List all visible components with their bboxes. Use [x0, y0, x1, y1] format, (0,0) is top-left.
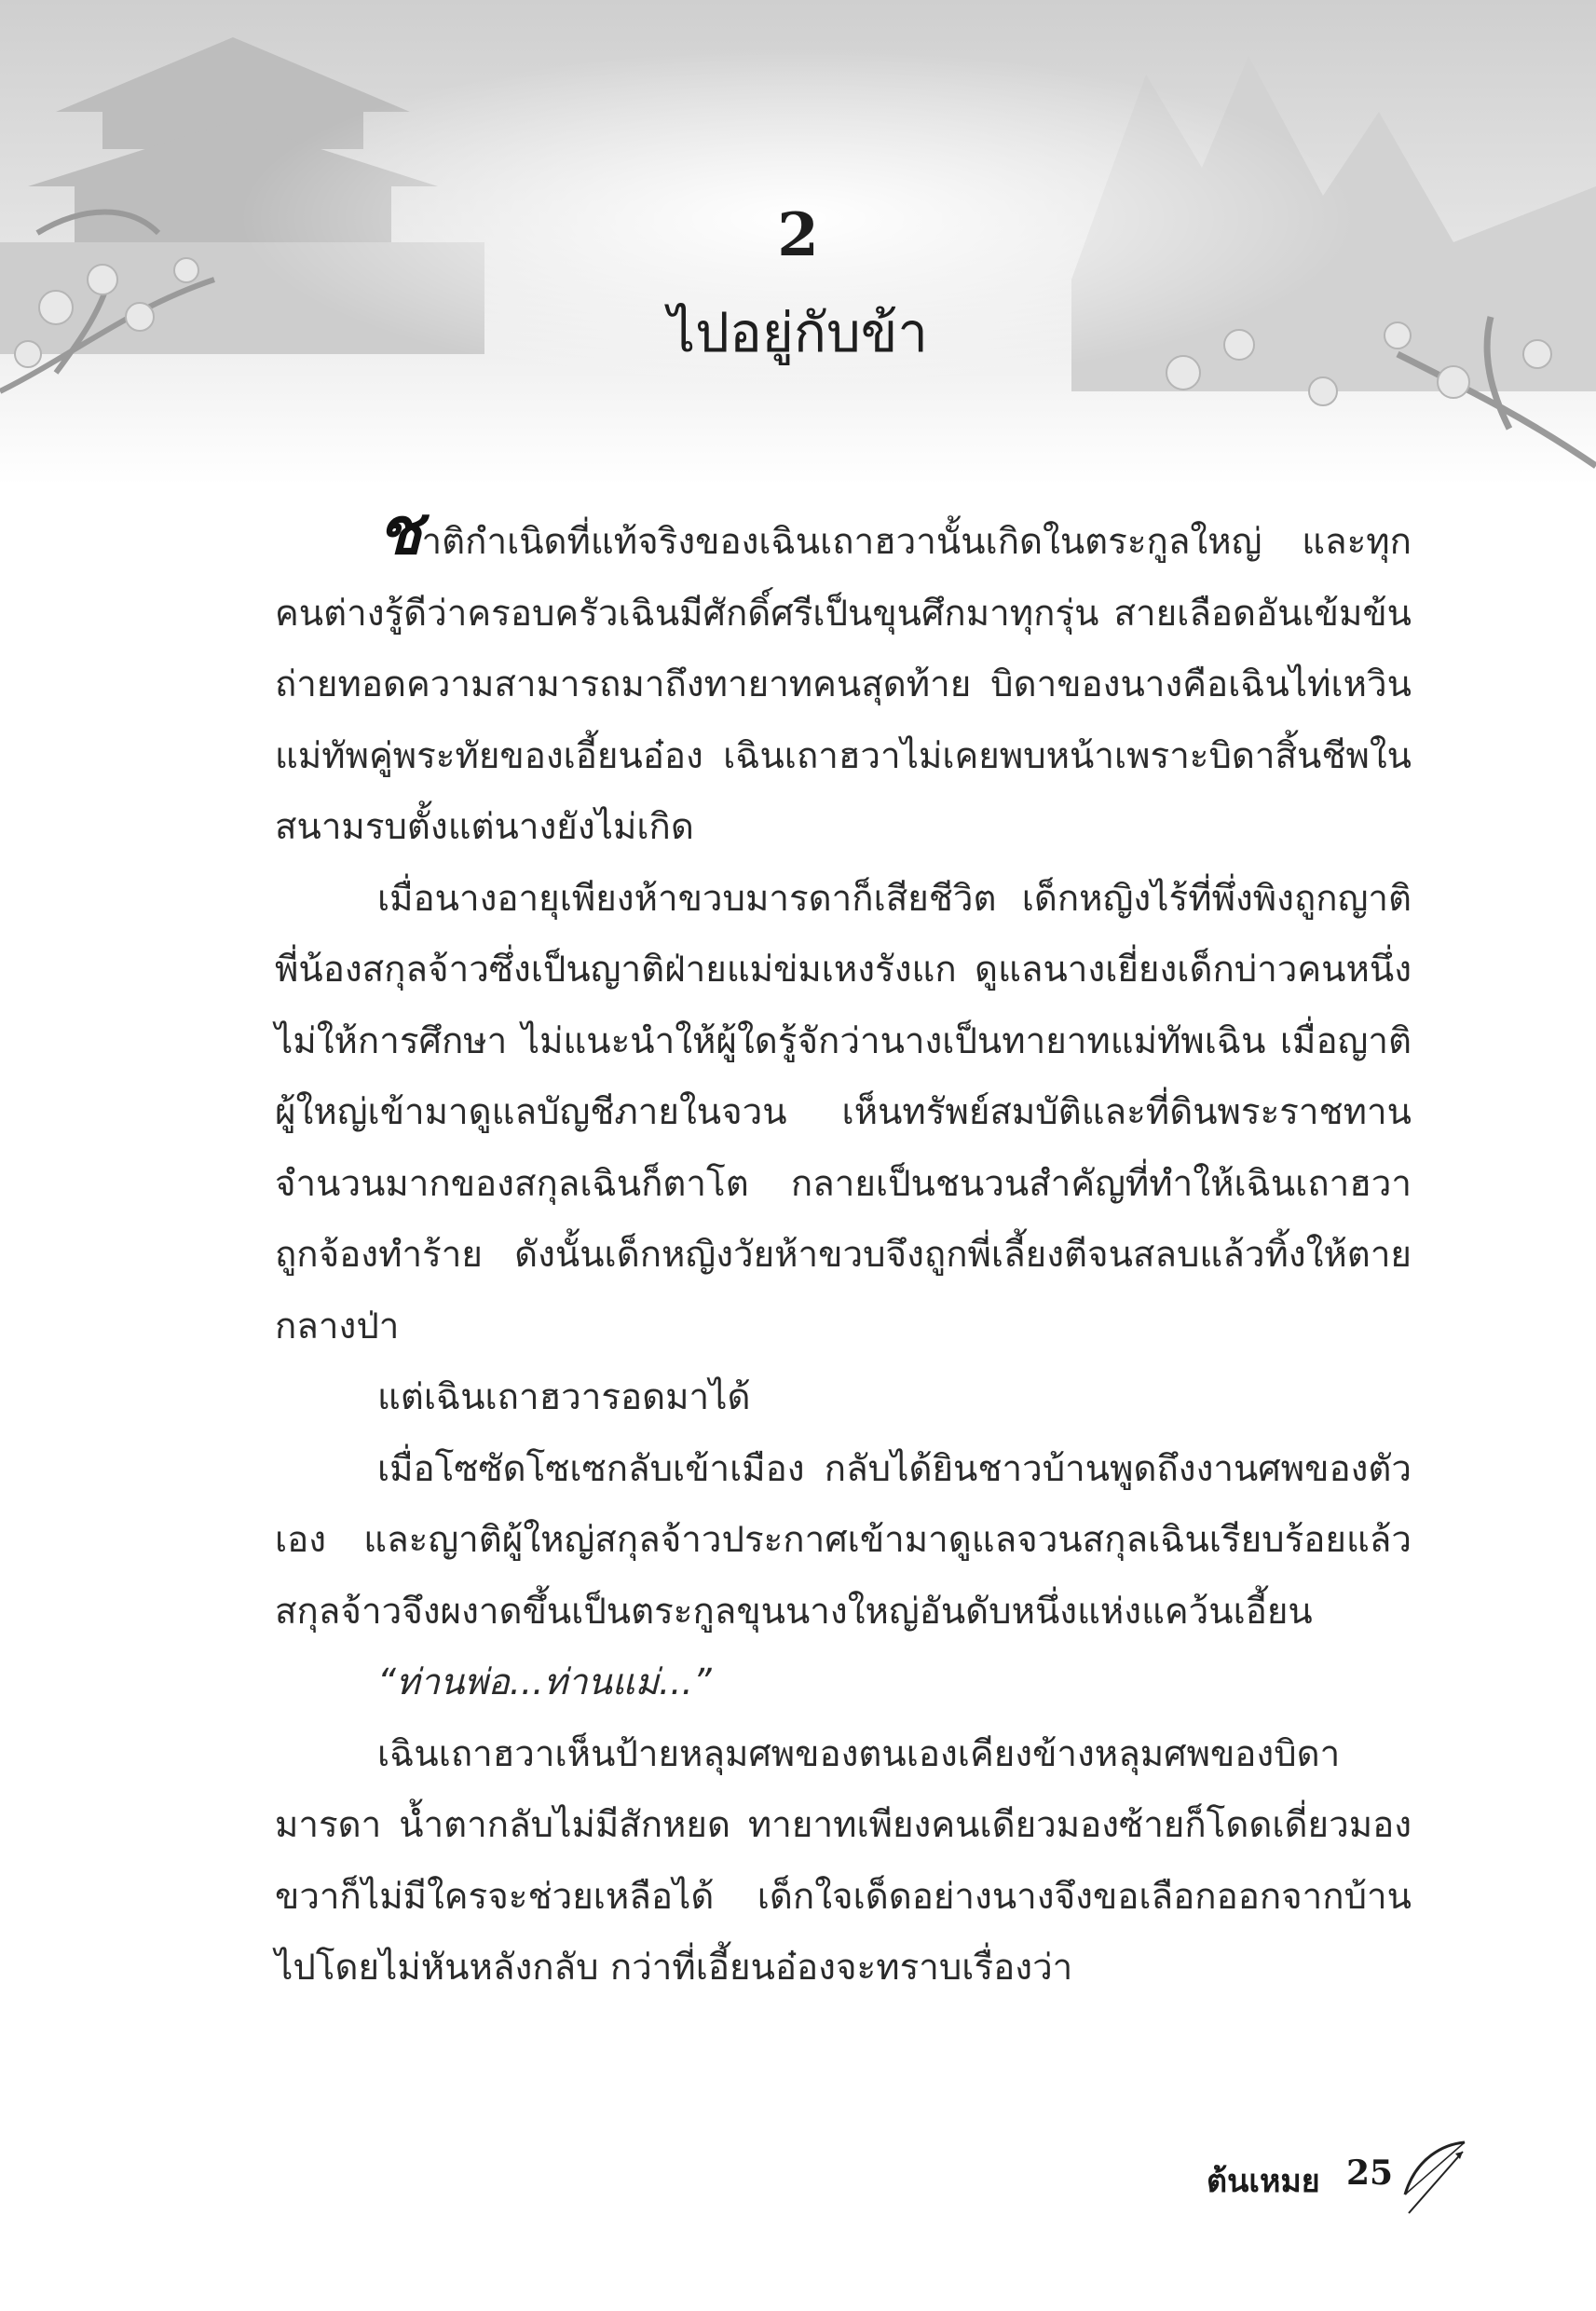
- chapter-body: [275, 492, 1412, 2004]
- bow-arrow-icon: [1398, 2139, 1472, 2217]
- paragraph: เมื่อนางอายุเพียงห้าขวบมารดาก็เสียชีวิต เด็กหญิงไร้ที่พึ่งพิงถูกญาติพี่น้องสกุลจ้าวซึ่งเป็นญาติฝ่ายแม่ข่มเหงรังแก ดูแลนางเยี่ยงเด็กบ่าวคนหนึ่ง ไม่ให้การศึกษา ไม่แนะนำให้ผู้ใดรู้จักว่านางเป็นทายาทแม่ทัพเฉิน เมื่อญาติผู้ใหญ่เข้ามาดูแลบัญชีภายในจวน เห็นทรัพย์สมบัติและที่ดินพระราชทานจำนวนมากของสกุลเฉินก็ตาโต กลายเป็นชนวนสำคัญที่ทำให้เฉินเถาฮวาถูกจ้องทำร้าย ดังนั้นเด็กหญิงวัยห้าขวบจึงถูกพี่เลี้ยงตีจนสลบแล้วทิ้งให้ตายกลางป่า: [275, 877, 1412, 1347]
- paragraph: [275, 492, 1412, 864]
- book-title: ต้นเหมย: [1207, 2163, 1320, 2200]
- page-footer: [1207, 2139, 1486, 2222]
- chapter-title: ไปอยู่กับข้า: [668, 301, 928, 364]
- chapter-number: 2: [777, 200, 819, 270]
- paragraph: เฉินเถาฮวาเห็นป้ายหลุมศพของตนเองเคียงข้างหลุมศพของบิดามารดา น้ำตากลับไม่มีสักหยด ทายาทเพียงคนเดียวมองซ้ายก็โดดเดี่ยวมองขวาก็ไม่มีใครจะช่วยเหลือได้ เด็กใจเด็ดอย่างนางจึงขอเลือกออกจากบ้านไปโดยไม่หันหลังกลับ กว่าที่เอี้ยนอ๋องจะทราบเรื่องว่า: [275, 1732, 1412, 1989]
- dialogue-line: “ท่านพ่อ...ท่านแม่...”: [377, 1661, 712, 1703]
- paragraph: แต่เฉินเถาฮวารอดมาได้: [377, 1376, 751, 1418]
- page-number: 25: [1346, 2154, 1394, 2193]
- drop-cap: ช: [377, 492, 422, 569]
- paragraph: เมื่อโซซัดโซเซกลับเข้าเมือง กลับได้ยินชาวบ้านพูดถึงงานศพของตัวเอง และญาติผู้ใหญ่สกุลจ้าวประกาศเข้ามาดูแลจวนสกุลเฉินเรียบร้อยแล้ว สกุลจ้าวจึงผงาดขึ้นเป็นตระกูลขุนนางใหญ่อันดับหนึ่งแห่งแคว้นเอี้ยน: [275, 1447, 1412, 1633]
- paragraph-text: าติกำเนิดที่แท้จริงของเฉินเถาฮวานั้นเกิดในตระกูลใหญ่ และทุกคนต่างรู้ดีว่าครอบครัวเฉินมีศักดิ์ศรีเป็นขุนศึกมาทุกรุ่น สายเลือดอันเข้มข้นถ่ายทอดความสามารถมาถึงทายาทคนสุดท้าย บิดาของนางคือเฉินไท่เหวิน แม่ทัพคู่พระทัยของเอี้ยนอ๋อง เฉินเถาฮวาไม่เคยพบหน้าเพราะบิดาสิ้นชีพในสนามรบตั้งแต่นางยังไม่เกิด: [275, 521, 1412, 848]
